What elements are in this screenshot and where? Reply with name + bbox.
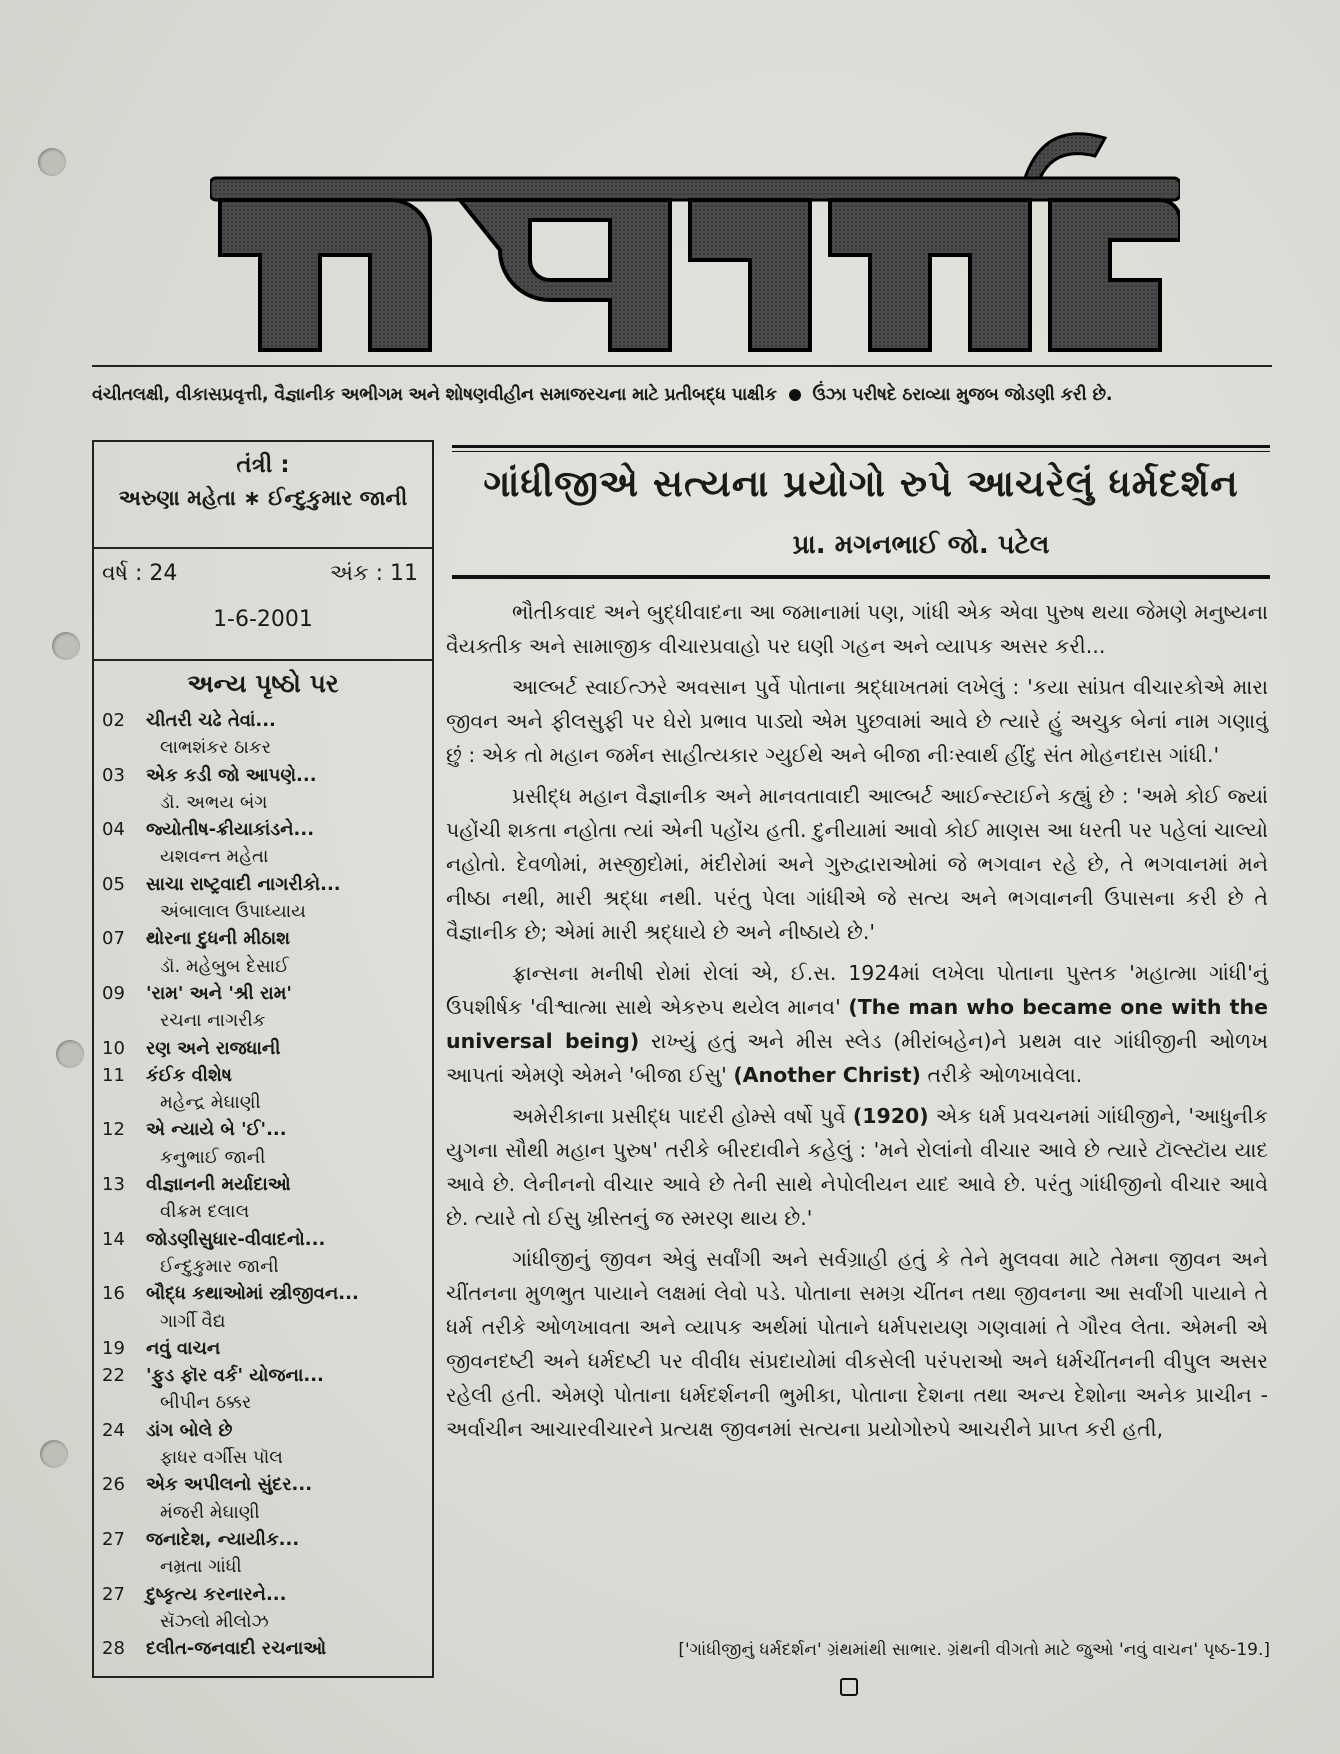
toc-page-number: 04 — [102, 819, 125, 841]
toc-item-title: ડાંગ બોલે છે — [146, 1419, 233, 1441]
title-rule-bottom — [452, 575, 1270, 579]
toc-item — [102, 1035, 432, 1062]
toc-item — [102, 1171, 432, 1226]
article-author: પ્રા. મગનભાઈ જો. પટેલ — [792, 530, 1050, 560]
punch-hole — [40, 1440, 68, 1468]
toc-page-number: 02 — [102, 710, 125, 731]
toc-page-number: 14 — [102, 1228, 125, 1250]
toc-item-title: એ ન્યાયે બે 'ઈ'... — [146, 1119, 287, 1141]
toc-item-author: ડૉ. અભય બંગ — [160, 791, 268, 813]
toc-page-number: 13 — [102, 1174, 125, 1196]
toc-page-number: 27 — [102, 1528, 125, 1550]
toc-item-title: બૌદ્ધ કથાઓમાં સ્ત્રીજીવન... — [146, 1283, 359, 1305]
toc-item-author: સૅઝ્લો મીલોઝ — [160, 1610, 269, 1632]
toc-item-author: ફાધર વર્ગીસ પૉલ — [160, 1447, 283, 1469]
toc-item — [102, 1062, 432, 1117]
toc-item-author: અંબાલાલ ઉપાધ્યાય — [160, 901, 306, 923]
issue-number: અંક : 11 — [329, 561, 418, 586]
punch-hole — [52, 632, 80, 660]
toc-item — [102, 1335, 432, 1362]
text: ફ્રાન્સના મનીષી રોમાં રોલાં એ, ઈ.સ. 1924માં લખેલા પોતાના પુસ્તક 'મહાત્મા ગાંધી'નું ઉપશીર્ષક 'વીશ્વાત્મા સાથે એકરુપ થયેલ માનવ' — [446, 961, 1268, 1019]
toc-item — [102, 871, 432, 926]
toc-item — [102, 1417, 432, 1472]
toc-item — [102, 1581, 432, 1636]
toc-page-number: 26 — [102, 1474, 125, 1496]
toc-item — [102, 980, 432, 1035]
text: તરીકે ઓળખાવેલા. — [927, 1063, 1083, 1087]
end-mark-icon — [840, 1678, 858, 1696]
toc-page-number: 24 — [102, 1419, 125, 1441]
toc-page-number: 12 — [102, 1119, 125, 1141]
toc-item-author: રચના નાગરીક — [160, 1010, 266, 1032]
toc-page-number: 16 — [102, 1283, 125, 1305]
punch-hole — [56, 1040, 84, 1068]
paragraph: ગાંધીજીનું જીવન એવું સર્વાંગી અને સર્વગ્રાહી હતું કે તેને મુલવવા માટે તેમના જીવન અને ચીંતનના મુળભુત પાયાને લક્ષમાં લેવો પડે. પોતાના સમગ્ર ચીંતન તથા જીવનના આ સર્વાંગી પાયાને તે ધર્મ તરીકે ઓળખાવતા અને વ્યાપક અર્થમાં પોતાને ધર્મપરાયણ ગણવામાં તે ગૌરવ લેતા. એમની એ જીવનદષ્ટી અને ધર્મદષ્ટી પર વીવીધ સંપ્રદાયોમાં વીકસેલી પરંપરાઓ અને ધર્મચીંતનની વીપુલ અસર રહેલી હતી. એમણે પોતાના ધર્મદર્શનની ભુમીકા, પોતાના દેશના તથા અન્ય દેશોના અનેક પ્રાચીન - અર્વાચીન આચારવીચારને પ્રત્યક્ષ જીવનમાં સત્યના પ્રયોગોરુપે આચરીને પ્રાપ્ત કરી હતી, — [446, 1247, 1268, 1441]
toc-item-title: થોરના દુધની મીઠાશ — [146, 928, 291, 950]
editor-names: અરુણા મહેતા ∗ ઈન્દુકુમાર જાની — [118, 486, 408, 510]
paragraph — [446, 1099, 1268, 1235]
toc-item-title: એક કડી જો આપણે... — [146, 764, 317, 786]
toc-item-title: એક અપીલનો સુંદર... — [146, 1474, 313, 1496]
editor-label: તંત્રી : — [236, 452, 290, 478]
toc-page-number: 28 — [102, 1638, 125, 1660]
article-body — [446, 595, 1268, 1453]
paragraph — [446, 956, 1268, 1092]
toc-item-title: જોડણીસુધાર-વીવાદનો... — [146, 1228, 326, 1250]
toc-item-author: ઈન્દુકુમાર જાની — [160, 1255, 279, 1277]
toc-item — [102, 925, 432, 980]
paragraph: આલ્બર્ટ સ્વાઈત્ઝરે અવસાન પુર્વે પોતાના શ્રદ્ધાખતમાં લખેલું : 'કયા સાંપ્રત વીચારકોએ મારા જીવન અને ફીલસુફી પર ઘેરો પ્રભાવ પાડ્યો એમ પુછવામાં આવે છે ત્યારે હું અચુક બેનાં નામ ગણાવું છું : એક તો મહાન જર્મન સાહીત્યકાર ગ્યુઈથે અને બીજા નીઃસ્વાર્થ હીંદુ સંત મોહનદાસ ગાંધી.' — [446, 675, 1268, 767]
tagline — [92, 385, 1272, 405]
source-credit: ['ગાંધીજીનું ધર્મદર્શન' ગ્રંથમાંથી સાભાર. ગ્રંથની વીગતો માટે જુઓ 'નવું વાચન' પૃષ્ઠ-19.] — [678, 1640, 1270, 1660]
masthead-logo-graphic — [210, 120, 1180, 370]
toc-item-title: દુષ્કૃત્ય કરનારને... — [146, 1583, 287, 1605]
issue-year: વર્ષ : 24 — [102, 561, 178, 586]
issue-date: 1-6-2001 — [213, 607, 313, 632]
toc-list — [94, 707, 432, 1662]
toc-item-title: 'ફુડ ફૉર વર્ક' યોજના... — [146, 1365, 324, 1387]
toc-page-number: 09 — [102, 982, 125, 1004]
toc-item-title: વીજ્ઞાનની મર્યાદાઓ — [146, 1174, 291, 1196]
text: અમેરીકાના પ્રસીદ્ધ પાદરી હોમ્સે વર્ષો પુર્વે — [512, 1104, 846, 1128]
toc-page-number: 03 — [102, 764, 125, 786]
toc-item — [102, 707, 432, 762]
toc-item-title: 'રામ' અને 'શ્રી રામ' — [146, 982, 292, 1004]
toc-page-number: 19 — [102, 1337, 125, 1359]
text: એક ધર્મ પ્રવચનમાં ગાંધીજીને, 'આધુનીક યુગના સૌથી મહાન પુરુષ' તરીકે બીરદાવીને કહેલું : 'મને રોલાંનો વીચાર આવે છે ત્યારે ટૉલ્સ્ટૉય યાદ આવે છે. લેનીનનો વીચાર આવે છે તેની સાથે નેપોલીયન યાદ આવે છે. પરંતુ ગાંધીજીનો વીચાર આવે છે. ત્યારે તો ઈસુ ખ્રીસ્તનું જ સ્મરણ થાય છે.' — [446, 1104, 1268, 1230]
toc-page-number: 22 — [102, 1365, 125, 1387]
masthead-logo — [210, 120, 1180, 370]
punch-hole — [38, 148, 66, 176]
toc-item-title: સાચા રાષ્ટ્રવાદી નાગરીકો... — [146, 873, 341, 895]
english-phrase: (The man who became one with the universal being) — [446, 995, 1268, 1053]
toc-title: અન્ય પૃષ્ઠો પર — [187, 669, 339, 698]
issue-box — [94, 549, 432, 661]
article-title: ગાંધીજીએ સત્યના પ્રયોગો રુપે આચરેલું ધર્મદર્શન — [483, 462, 1239, 505]
toc-item-author: લાભશંકર ઠાકર — [160, 737, 271, 759]
toc-item-author: મહેન્દ્ર મેઘાણી — [160, 1092, 261, 1114]
toc-item-title: રણ અને રાજધાની — [146, 1037, 281, 1059]
toc-page-number: 10 — [102, 1037, 125, 1059]
text: રાખ્યું હતું અને મીસ સ્લેડ (મીરાંબહેન)ને પ્રથમ વાર ગાંધીજીની ઓળખ આપતાં એમણે એમને 'બીજા ઈસુ' — [446, 1029, 1268, 1087]
year-phrase: (1920) — [852, 1104, 929, 1128]
title-rule-top-thin — [452, 451, 1270, 452]
toc-item-title: કંઈક વીશેષ — [146, 1064, 232, 1086]
toc-page-number: 05 — [102, 873, 125, 895]
toc-page-number: 11 — [102, 1064, 125, 1086]
editor-box — [94, 442, 432, 549]
toc-page-number: 27 — [102, 1583, 125, 1605]
tagline-rule — [92, 365, 1272, 367]
bullet-icon — [789, 389, 801, 401]
toc-item — [102, 1635, 432, 1662]
toc-item — [102, 1116, 432, 1171]
toc-item — [102, 1362, 432, 1417]
toc-item-author: કનુભાઈ જાની — [160, 1146, 266, 1168]
toc-item-title: દલીત-જનવાદી રચનાઓ — [146, 1638, 327, 1660]
tagline-text: વંચીતલક્ષી, વીકાસપ્રવૃત્તી, વૈજ્ઞાનીક અભીગમ અને શોષણવીહીન સમાજરચના માટે પ્રતીબદ્ધ પાક્ષીક — [92, 385, 777, 405]
toc-item — [102, 762, 432, 817]
toc-item-author: બીપીન ઠક્કર — [160, 1392, 252, 1414]
toc-item-author: નમ્રતા ગાંધી — [160, 1556, 242, 1578]
toc-item-author: મંજરી મેઘાણી — [160, 1501, 260, 1523]
toc-item-title: નવું વાચન — [146, 1337, 221, 1359]
toc-item-author: યશવન્ત મહેતા — [160, 846, 269, 868]
toc-item — [102, 1226, 432, 1281]
toc-item-author: વીક્રમ દલાલ — [160, 1201, 250, 1223]
tagline-note: ઉંઝા પરીષદે ઠરાવ્યા મુજબ જોડણી કરી છે. — [812, 385, 1113, 405]
toc-item — [102, 1280, 432, 1335]
paragraph: પ્રસીદ્ધ મહાન વૈજ્ઞાનીક અને માનવતાવાદી આલ્બર્ટ આઈન્સ્ટાઈને કહ્યું છે : 'અમે કોઈ જ્યાં પહોંચી શકતા નહોતા ત્યાં એની પહોંચ હતી. દુનીયામાં આવો કોઈ માણસ આ ધરતી પર પહેલાં ચાલ્યો નહોતો. દેવળોમાં, મસ્જીદોમાં, મંદીરોમાં અને ગુરુદ્વારાઓમાં જે ભગવાન રહે છે, તે ભગવાનમાં મને નીષ્ઠા નથી, મારી શ્રદ્ધા નથી. પરંતુ પેલા ગાંધીએ જે સત્ય અને ભગવાનની ઉપાસના કરી છે તે વૈજ્ઞાનીક છે; એમાં મારી શ્રદ્ધાયે છે અને નીષ્ઠાયે છે.' — [446, 784, 1268, 944]
toc-item — [102, 1526, 432, 1581]
english-phrase: (Another Christ) — [733, 1063, 921, 1087]
toc-item-title: ચીતરી ચઢે તેવાં... — [146, 710, 276, 731]
toc-item — [102, 1471, 432, 1526]
toc-page-number: 07 — [102, 928, 125, 950]
toc-item — [102, 816, 432, 871]
toc-item-title: જ્યોતીષ-ક્રીયાકાંડને... — [146, 819, 315, 841]
title-rule-top — [452, 445, 1270, 448]
toc-item-author: ડૉ. મહેબુબ દેસાઈ — [160, 955, 290, 977]
toc-item-author: ગાર્ગી વૈદ્ય — [160, 1310, 226, 1332]
toc-item-title: જનાદેશ, ન્યાયીક... — [146, 1528, 300, 1550]
sidebar — [92, 440, 434, 1678]
paragraph: ભૌતીકવાદ અને બુદ્ધીવાદના આ જમાનામાં પણ, ગાંધી એક એવા પુરુષ થયા જેમણે મનુષ્યના વૈયક્તીક અને સામાજીક વીચારપ્રવાહો પર ઘણી ગહન અને વ્યાપક અસર કરી... — [446, 600, 1268, 658]
